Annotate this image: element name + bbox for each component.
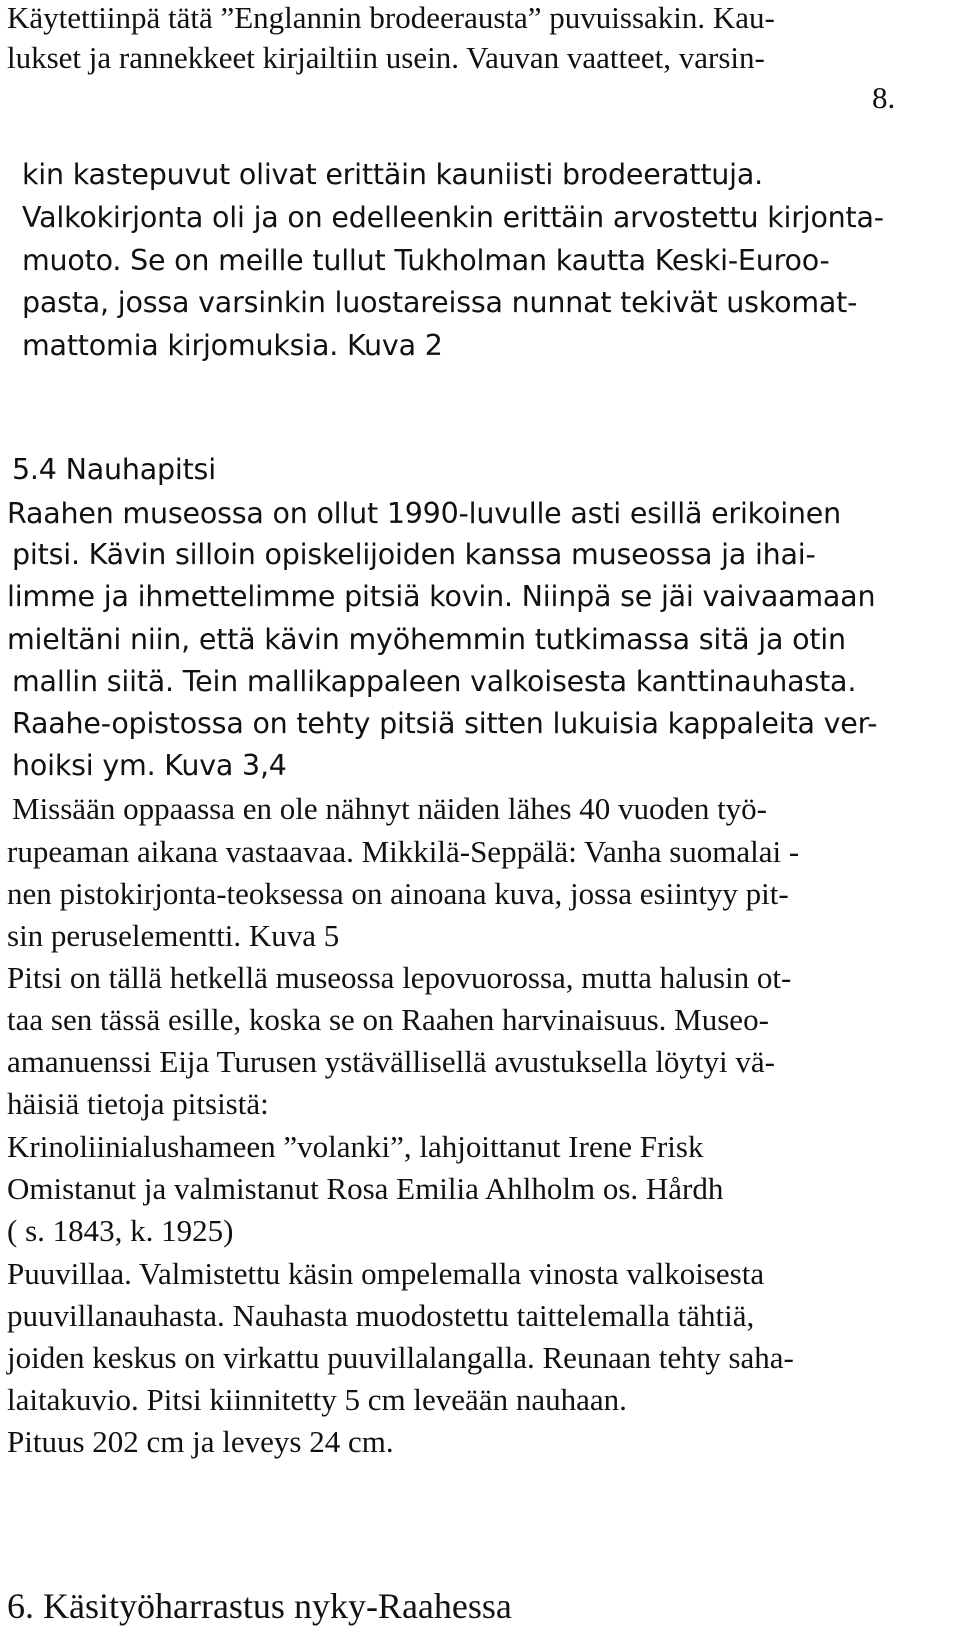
text-line: Pitsi on tällä hetkellä museossa lepovuorossa, mutta halusin ot- bbox=[7, 960, 792, 995]
page-number: 8. bbox=[872, 80, 896, 115]
text-line: taa sen tässä esille, koska se on Raahen harvinaisuus. Museo- bbox=[7, 1002, 769, 1037]
text-line: Valkokirjonta oli ja on edelleenkin erittäin arvostettu kirjonta- bbox=[22, 201, 884, 234]
text-line: Käytettiinpä tätä ”Englannin brodeerausta” puvuissakin. Kau- bbox=[7, 0, 775, 35]
text-line: lukset ja rannekkeet kirjailtiin usein. Vauvan vaatteet, varsin- bbox=[7, 40, 765, 75]
text-line: Pituus 202 cm ja leveys 24 cm. bbox=[7, 1424, 394, 1459]
text-line: Krinoliinialushameen ”volanki”, lahjoittanut Irene Frisk bbox=[7, 1129, 704, 1164]
text-line: Raahe-opistossa on tehty pitsiä sitten lukuisia kappaleita ver- bbox=[12, 707, 878, 740]
text-line: Omistanut ja valmistanut Rosa Emilia Ahlholm os. Hårdh bbox=[7, 1171, 724, 1206]
text-line: amanuenssi Eija Turusen ystävällisellä avustuksella löytyi vä- bbox=[7, 1044, 775, 1079]
text-line: laitakuvio. Pitsi kiinnitetty 5 cm leveään nauhaan. bbox=[7, 1382, 627, 1417]
text-line: Puuvillaa. Valmistettu käsin ompelemalla vinosta valkoisesta bbox=[7, 1256, 765, 1291]
text-line: limme ja ihmettelimme pitsiä kovin. Niinpä se jäi vaivaamaan bbox=[7, 580, 876, 613]
text-line: häisiä tietoja pitsistä: bbox=[7, 1086, 269, 1121]
text-line: nen pistokirjonta-teoksessa on ainoana kuva, jossa esiintyy pit- bbox=[7, 876, 789, 911]
text-line: muoto. Se on meille tullut Tukholman kautta Keski-Euroo- bbox=[22, 244, 830, 277]
text-line: pitsi. Kävin silloin opiskelijoiden kanssa museossa ja ihai- bbox=[12, 538, 816, 571]
text-line: joiden keskus on virkattu puuvillalangalla. Reunaan tehty saha- bbox=[7, 1340, 794, 1375]
text-line: hoiksi ym. Kuva 3,4 bbox=[12, 749, 287, 782]
text-line: mattomia kirjomuksia. Kuva 2 bbox=[22, 329, 443, 362]
text-line: mallin siitä. Tein mallikappaleen valkoisesta kanttinauhasta. bbox=[12, 665, 857, 698]
text-line: sin peruselementti. Kuva 5 bbox=[7, 918, 340, 953]
text-line: pasta, jossa varsinkin luostareissa nunnat tekivät uskomat- bbox=[22, 286, 858, 319]
text-line: Raahen museossa on ollut 1990-luvulle asti esillä erikoinen bbox=[7, 497, 841, 530]
text-line: ( s. 1843, k. 1925) bbox=[7, 1213, 234, 1248]
text-line: kin kastepuvut olivat erittäin kauniisti brodeerattuja. bbox=[22, 158, 763, 191]
chapter-heading: 6. Käsityöharrastus nyky-Raahessa bbox=[7, 1586, 512, 1626]
text-line: Missään oppaassa en ole nähnyt näiden lähes 40 vuoden työ- bbox=[12, 791, 768, 826]
section-heading: 5.4 Nauhapitsi bbox=[12, 453, 216, 486]
text-line: mieltäni niin, että kävin myöhemmin tutkimassa sitä ja otin bbox=[7, 623, 846, 656]
text-line: rupeaman aikana vastaavaa. Mikkilä-Seppälä: Vanha suomalai - bbox=[7, 834, 800, 869]
text-line: puuvillanauhasta. Nauhasta muodostettu taittelemalla tähtiä, bbox=[7, 1298, 755, 1333]
